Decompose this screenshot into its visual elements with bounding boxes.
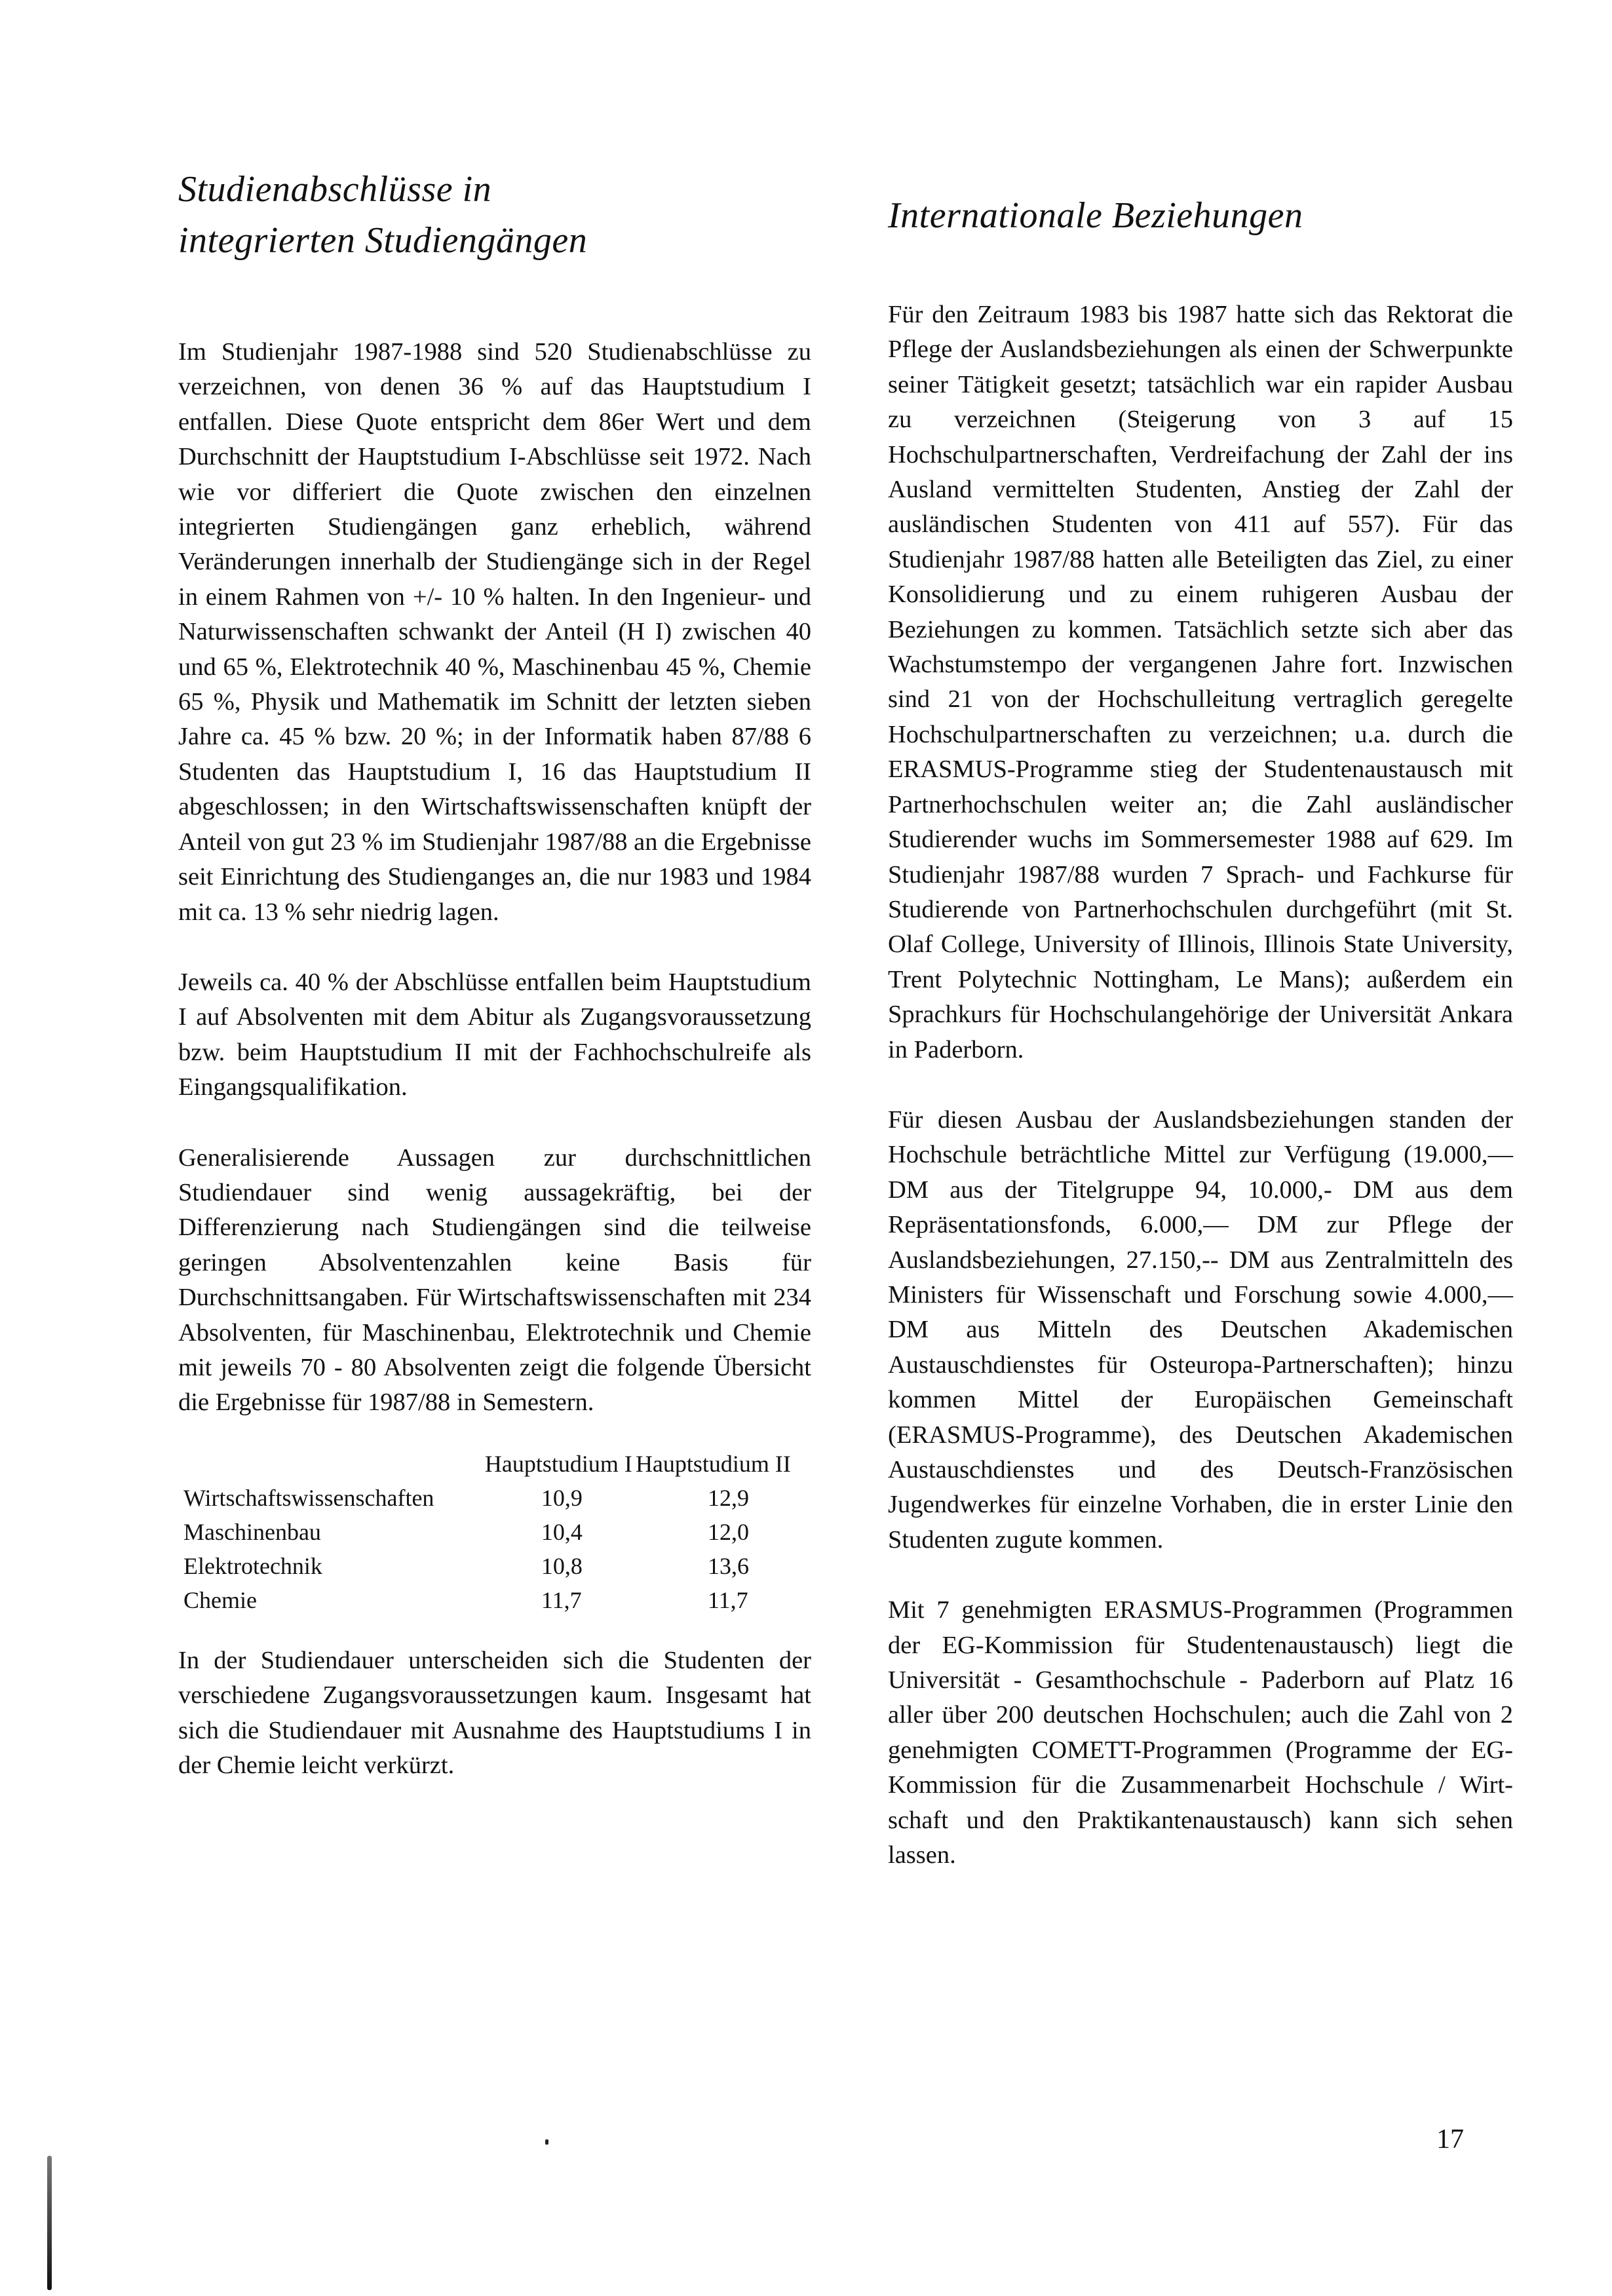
table-row: [183, 1549, 803, 1583]
table-cell-name: Wirtschaftswissenschaften: [183, 1484, 434, 1511]
table-cell-name: Elektrotechnik: [183, 1552, 322, 1579]
table-header-row: [183, 1447, 803, 1481]
table-cell-h1: 10,4: [541, 1518, 583, 1545]
table-row: [183, 1583, 803, 1617]
right-column: [888, 164, 1513, 1908]
left-column: [178, 164, 811, 1818]
table-header-hauptstudium-2: Hauptstudium II: [635, 1450, 791, 1477]
studiendauer-table: [183, 1447, 803, 1617]
paragraph-auslandsbeziehungen: Für den Zeitraum 1983 bis 1987 hatte sich das Rektorat die Pflege der Auslandsbeziehungen als einen der Schwerpunkte seiner Tätigkeit gesetzt; tatsächlich war ein rapider Ausbau zu verzeichnen (Steigerung von 3 auf 15 Hochschulpartnerschaften, Verdreifachung der Zahl der ins Ausland vermittelten Studenten, Anstieg der Zahl der ausländischen Studenten von 411 auf 557). Für das Studienjahr 1987/88 hatten alle Beteiligten das Ziel, zu einer Konsolidierung und zu einem ruhigeren Ausbau der Beziehungen zu kommen. Tatsächlich setzte sich aber das Wachstumstempo der vergangenen Jahre fort. Inzwischen sind 21 von der Hochschulleitung vertraglich geregelte Hochschulpartnerschaften zu verzeichnen; u.a. durch die ERASMUS-Programme stieg der Studentenaustausch mit Partnerhochschulen weiter an; die Zahl ausländischer Studierender wuchs im Sommersemester 1988 auf 629. Im Studienjahr 1987/88 wurden 7 Sprach- und Fachkurse für Studierende von Partnerhochschulen durchgeführt (mit St. Olaf College, University of Illinois, Illinois State University, Trent Polytechnic Nottingham, Le Mans); außerdem ein Sprachkurs für Hochschulangehörige der Universität Ankara in Paderborn.: [888, 301, 1513, 1063]
table-cell-h2: 13,6: [707, 1552, 749, 1579]
table-cell-name: Maschinenbau: [183, 1518, 321, 1545]
page-number: 17: [1436, 2124, 1464, 2154]
table-row: [183, 1515, 803, 1549]
table-header-blank: [183, 1447, 469, 1481]
scan-artifact-dot: [545, 2139, 548, 2145]
table-header-hauptstudium-1: Hauptstudium I: [484, 1450, 632, 1477]
paragraph-erasmus: Mit 7 genehmigten ERASMUS-Programmen (Programmen der EG-Kommission für Studentenaustausch) liegt die Universität - Gesamthochschule - Paderborn auf Platz 16 aller über 200 deutschen Hochschulen; auch die Zahl von 2 genehmigten COMETT-Programmen (Programme der EG-Kommission für die Zusammenarbeit Hochschule / Wirtschaft und den Praktikantenaustausch) kann sich sehen lassen.: [888, 1596, 1513, 1869]
scan-artifact-bar: [47, 2156, 52, 2290]
section-heading-internationale-beziehungen: Internationale Beziehungen: [888, 195, 1303, 236]
paragraph-finanzierung: Für diesen Ausbau der Auslandsbeziehungen standen der Hochschule beträchtliche Mittel zur Verfügung (19.000,— DM aus der Titelgruppe 94, 10.000,- DM aus dem Repräsentationsfonds, 6.000,— DM zur Pflege der Auslandsbeziehungen, 27.150,-- DM aus Zentralmitteln des Ministers für Wissenschaft und Forschung sowie 4.000,— DM aus Mitteln des Deutschen Akademischen Austauschdienstes für Osteuropa-Partnerschaften); hinzu kommen Mittel der Europäischen Gemeinschaft (ERASMUS-Programme), des Deutschen Akademischen Austauschdienstes und des Deutsch-Französischen Jugendwerkes für einzelne Vorhaben, die in erster Linie den Studenten zugute kommen.: [888, 1105, 1513, 1554]
heading-line-2: integrierten Studiengängen: [178, 220, 588, 261]
table-row: [183, 1481, 803, 1515]
heading-line-1: Studienabschlüsse in: [178, 169, 492, 210]
table-cell-h2: 12,9: [707, 1484, 749, 1511]
paragraph-studiendauer: Generalisierende Aussagen zur durchschnittlichen Studiendauer sind wenig aussagekräftig, bei der Differenzierung nach Studiengängen sind die teilweise geringen Absolventenzahlen keine Basis für Durchschnittsangaben. Für Wirtschaftswissenschaften mit 234 Absolventen, für Maschinenbau, Elektrotechnik und Chemie mit jeweils 70 - 80 Absolventen zeigt die folgende Übersicht die Ergebnisse für 1987/88 in Semestern.: [178, 1143, 811, 1417]
paragraph-fazit: In der Studiendauer unterscheiden sich die Studenten der verschiedene Zugangsvoraussetzungen kaum. Insgesamt hat sich die Studiendauer mit Ausnahme des Hauptstudiums I in der Chemie leicht verkürzt.: [178, 1646, 811, 1779]
table-cell-h2: 11,7: [707, 1586, 748, 1613]
table-cell-h1: 11,7: [541, 1586, 582, 1613]
table-cell-h2: 12,0: [707, 1518, 749, 1545]
table-cell-h1: 10,8: [541, 1552, 583, 1579]
table-cell-h1: 10,9: [541, 1484, 583, 1511]
section-heading-studienabschluesse: [178, 164, 811, 266]
paragraph-zugangsvoraussetzung: Jeweils ca. 40 % der Abschlüsse entfallen beim Hauptstudium I auf Absolventen mit dem Abitur als Zugangsvoraussetzung bzw. beim Hauptstudium II mit der Fachhochschulreife als Eingangsqualifikation.: [178, 968, 811, 1101]
paragraph-studienabschluesse: Im Studienjahr 1987-1988 sind 520 Studienabschlüsse zu verzeichnen, von denen 36 % auf das Hauptstudium I entfallen. Diese Quote entspricht dem 86er Wert und dem Durchschnitt der Hauptstudium I-Abschlüsse seit 1972. Nach wie vor differiert die Quote zwischen den einzelnen integrierten Studiengängen ganz erheblich, während Veränderungen innerhalb der Studiengänge sich in der Regel in einem Rahmen von +/- 10 % halten. In den Ingenieur- und Naturwissenschaften schwankt der Anteil (H I) zwischen 40 und 65 %, Elektrotechnik 40 %, Maschinenbau 45 %, Chemie 65 %, Physik und Mathematik im Schnitt der letzten sieben Jahre ca. 45 % bzw. 20 %; in der Informatik haben 87/88 6 Studenten das Hauptstudium I, 16 das Hauptstudium II abgeschlossen; in den Wirtschaftswissenschaften knüpft der Anteil von gut 23 % im Studienjahr 1987/88 an die Ergebnisse seit Einrichtung des Studienganges an, die nur 1983 und 1984 mit ca. 13 % sehr niedrig lagen.: [178, 338, 811, 926]
table-cell-name: Chemie: [183, 1586, 257, 1613]
